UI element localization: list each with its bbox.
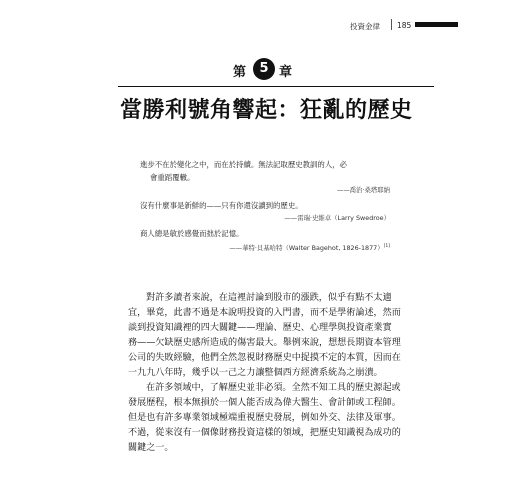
epigraph-line: 沒有什麼事是新鮮的——只有你還沒讀到的歷史。 bbox=[140, 201, 303, 210]
running-head bbox=[350, 19, 510, 33]
epigraph-attribution-text: ——華特·貝基哈特（Walter Bagehot, 1826-1877） bbox=[229, 244, 384, 253]
body-line: 在許多領域中，了解歷史並非必須。全然不知工具的歷史源起或 bbox=[146, 383, 401, 393]
epigraph-attribution bbox=[140, 240, 390, 255]
body-line: 發展歷程，根本無損於一個人能否成為偉大醫生、會計師或工程師。 bbox=[128, 398, 401, 408]
epigraphs bbox=[140, 158, 390, 257]
epigraph-line: 會重蹈覆轍。 bbox=[150, 173, 195, 182]
body-line: 不過，從來沒有一個像財務投資這樣的領域，把歷史知識視為成功的 bbox=[128, 428, 401, 438]
body-line: 公司的失敗經驗，他們全然忽視財務歷史中捉摸不定的本質，因而在 bbox=[128, 353, 401, 363]
running-head-title: 投資金律 bbox=[350, 22, 380, 31]
paragraph bbox=[128, 291, 401, 381]
footnote-marker[interactable]: [1] bbox=[383, 244, 390, 249]
epigraph-attribution bbox=[140, 184, 390, 197]
chapter-title: 當勝利號角響起：狂亂的歷史 bbox=[120, 98, 413, 123]
body-line: 但是也有許多專業領域極端重視歷史發展，例如外交、法律及軍事。 bbox=[128, 413, 401, 423]
epigraph-attribution-text: ——喬治·桑塔耶納 bbox=[336, 186, 390, 194]
body-line: 宜，畢竟，此書不過是本說明投資的入門書，而不是學術論述，然而 bbox=[128, 308, 401, 318]
epigraph bbox=[140, 199, 390, 225]
page-number: 185 bbox=[397, 21, 412, 30]
running-head-divider bbox=[391, 19, 392, 30]
chapter-suffix: 章 bbox=[279, 65, 293, 80]
body-line: 對許多讀者來說，在這裡討論到股市的漲跌，似乎有點不太適 bbox=[146, 293, 392, 303]
chapter-prefix: 第 bbox=[233, 65, 247, 80]
epigraph-attribution bbox=[140, 212, 390, 225]
chapter-rule bbox=[118, 86, 434, 87]
body-line: 談到投資知識裡的四大關鍵——理論、歷史、心理學與投資產業實 bbox=[128, 323, 392, 333]
epigraph-line: 進步不在於變化之中，而在於持續。無法記取歷史教訓的人，必 bbox=[140, 160, 347, 169]
chapter-number-badge: 5 bbox=[253, 58, 275, 80]
epigraph-attribution-text: ——雷瑞·史維卓（Larry Swedroe） bbox=[284, 214, 390, 222]
body-line: 關鍵之一。 bbox=[128, 443, 174, 453]
epigraph bbox=[140, 158, 390, 197]
epigraph bbox=[140, 227, 390, 255]
running-head-bar bbox=[415, 22, 458, 27]
paragraph bbox=[128, 381, 401, 456]
body-text bbox=[128, 291, 401, 456]
epigraph-line: 商人總是敏於感覺而拙於記憶。 bbox=[140, 229, 244, 238]
body-line: 務——欠缺歷史感所造成的傷害最大。舉例來說，想想長期資本管理 bbox=[128, 338, 401, 348]
body-line: 一九九八年時，幾乎以一己之力讓整個西方經濟系統為之崩潰。 bbox=[128, 368, 383, 378]
